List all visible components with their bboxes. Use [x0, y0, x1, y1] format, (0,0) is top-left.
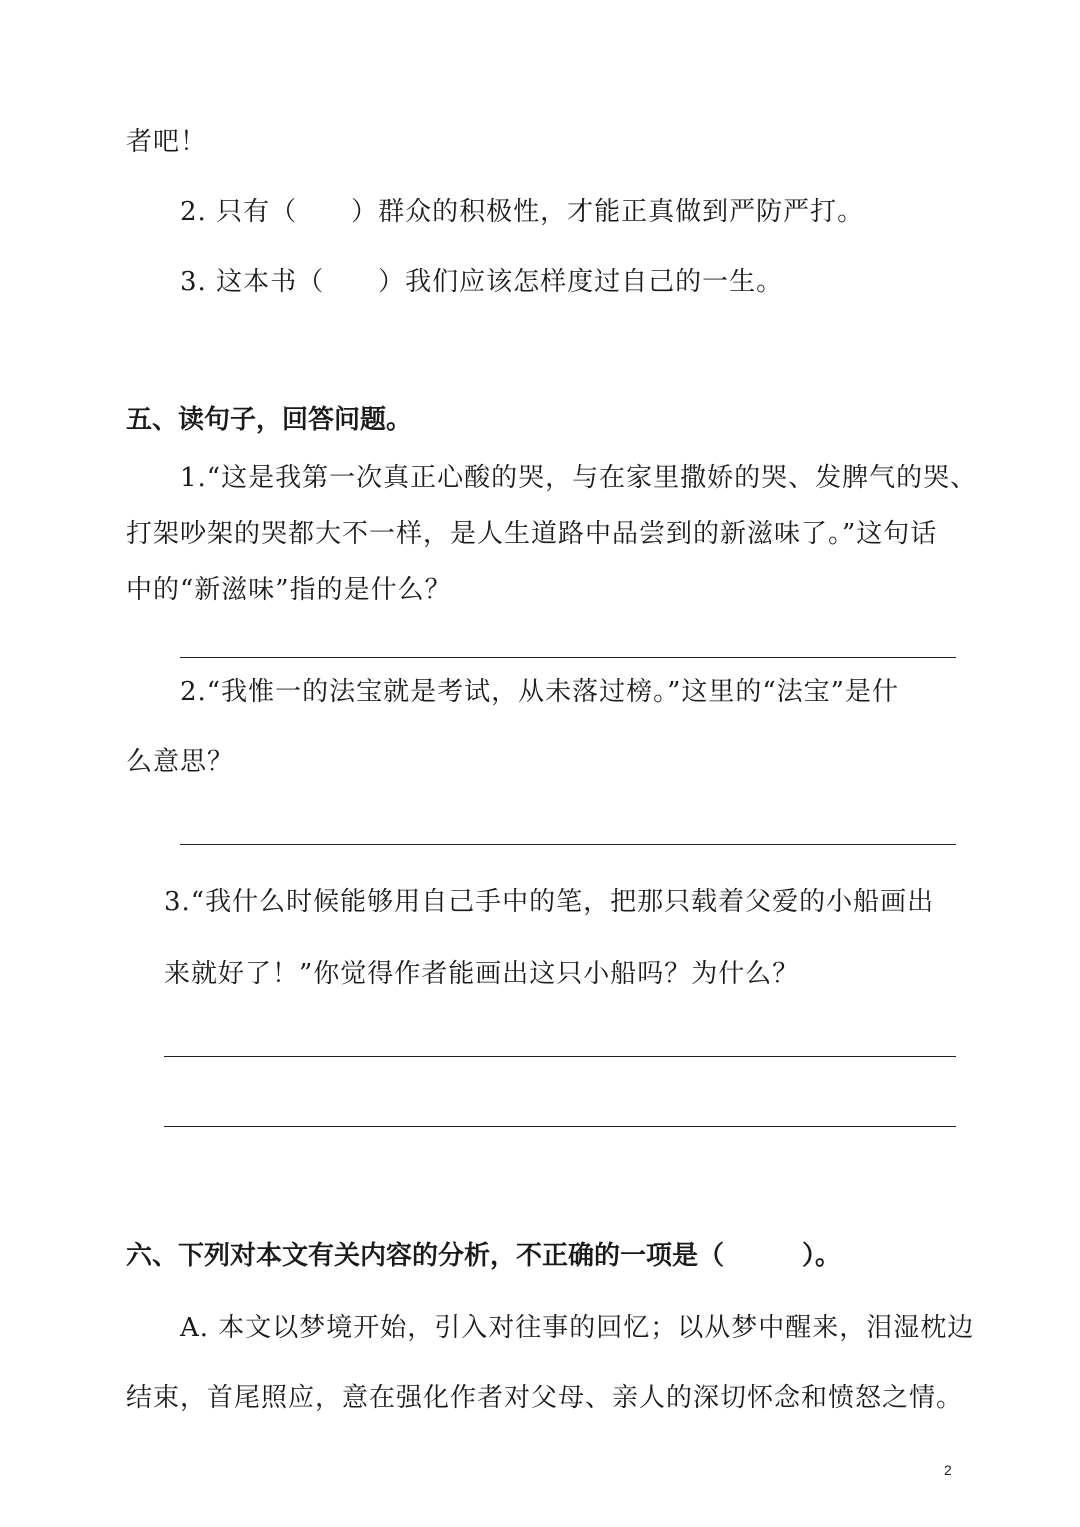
question-4-2: 2. 只有（ ）群众的积极性，才能正真做到严防严打。: [180, 197, 865, 227]
option-a-line-2: 结束，首尾照应，意在强化作者对父母、亲人的深切怀念和愤怒之情。: [126, 1383, 964, 1413]
question-5-2-line-2: 么意思？: [126, 747, 235, 777]
question-4-3: 3. 这本书（ ）我们应该怎样度过自己的一生。: [180, 267, 784, 297]
question-5-1-line-1: 1.“这是我第一次真正心酸的哭，与在家里撒娇的哭、发脾气的哭、: [180, 463, 978, 493]
answer-line-5-3b[interactable]: [164, 1126, 956, 1127]
question-5-2-line-1: 2.“我惟一的法宝就是考试，从未落过榜。”这里的“法宝”是什: [180, 677, 899, 707]
answer-line-5-3a[interactable]: [164, 1056, 956, 1057]
question-5-1-line-2: 打架吵架的哭都大不一样，是人生道路中品尝到的新滋味了。”这句话: [126, 519, 938, 549]
option-a-line-1: A. 本文以梦境开始，引入对往事的回忆；以从梦中醒来，泪湿枕边: [180, 1313, 975, 1343]
answer-line-5-2[interactable]: [180, 844, 956, 845]
continued-text: 者吧！: [126, 127, 208, 157]
section-6-title: 六、下列对本文有关内容的分析，不正确的一项是（ ）。: [126, 1241, 842, 1271]
question-5-1-line-3: 中的“新滋味”指的是什么？: [126, 575, 452, 605]
question-5-3-line-2: 来就好了！”你觉得作者能画出这只小船吗？为什么？: [164, 959, 800, 989]
page-number: 2: [944, 1462, 952, 1478]
answer-line-5-1[interactable]: [180, 657, 956, 658]
question-5-3-line-1: 3.“我什么时候能够用自己手中的笔，把那只载着父爱的小船画出: [164, 887, 935, 917]
section-5-title: 五、读句子，回答问题。: [126, 405, 413, 435]
